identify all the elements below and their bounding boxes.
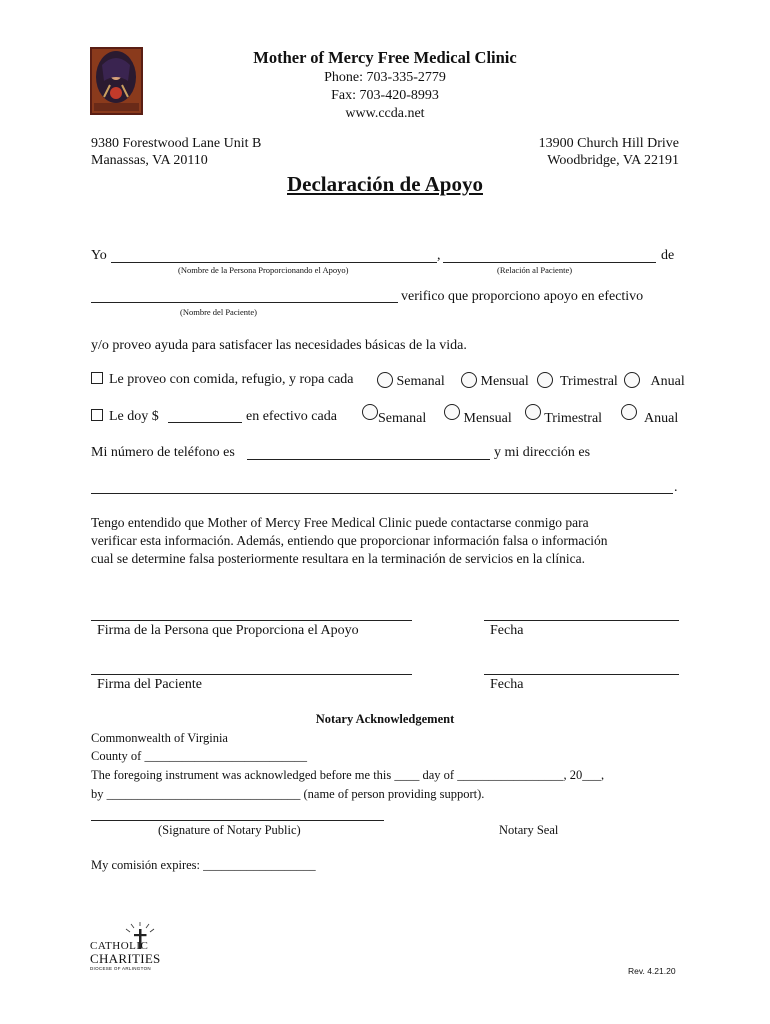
relation-caption: (Relación al Paciente) — [497, 265, 573, 275]
option-label: Semanal — [378, 411, 427, 426]
row1-option-trimestral[interactable] — [537, 372, 618, 390]
form-title: Declaración de Apoyo — [287, 172, 483, 196]
notary-foregoing: The foregoing instrument was acknowledged before me this ____ day of _________________, 20___, — [91, 768, 605, 782]
notary-by: by _______________________________ (name of person providing support). — [91, 787, 485, 801]
cash-row — [91, 409, 159, 425]
supporter-signature-line[interactable] — [91, 620, 412, 621]
option-label: Anual — [644, 411, 679, 426]
option-label: Mensual — [480, 374, 529, 389]
food-shelter-checkbox[interactable] — [91, 372, 103, 384]
date1-line[interactable] — [484, 620, 679, 621]
catholic-charities-logo — [88, 922, 164, 974]
revision-label: Rev. 4.21.20 — [628, 966, 676, 976]
comma: , — [437, 248, 441, 263]
radio-icon[interactable] — [377, 372, 393, 388]
option-label: Trimestral — [544, 411, 603, 426]
patient-signature-label: Firma del Paciente — [97, 677, 202, 692]
logo-line1: CATHOLIC — [90, 940, 149, 952]
radio-icon[interactable] — [525, 404, 541, 420]
row1-option-anual[interactable] — [624, 372, 685, 390]
clinic-fax: Fax: 703-420-8993 — [331, 88, 439, 103]
notary-commonwealth: Commonwealth of Virginia — [91, 731, 228, 745]
patient-name-caption: (Nombre del Paciente) — [180, 307, 257, 317]
date2-label: Fecha — [490, 677, 524, 692]
row2-option-mensual[interactable] — [444, 404, 512, 426]
radio-icon[interactable] — [621, 404, 637, 420]
date1-label: Fecha — [490, 623, 524, 638]
clinic-website: www.ccda.net — [345, 106, 425, 121]
logo-line3: DIOCESE OF ARLINGTON — [90, 966, 151, 971]
cash-label: Le doy $ — [109, 409, 159, 424]
notary-county: County of __________________________ — [91, 749, 307, 763]
radio-icon[interactable] — [624, 372, 640, 388]
phone-label: Mi número de teléfono es — [91, 445, 235, 460]
yo-label: Yo — [91, 248, 107, 263]
understanding-line1: Tengo entendido que Mother of Mercy Free Medical Clinic puede contactarse conmigo para — [91, 515, 589, 530]
supporter-name-field[interactable] — [111, 262, 437, 263]
food-shelter-label: Le proveo con comida, refugio, y ropa cada — [109, 372, 354, 387]
supporter-name-caption: (Nombre de la Persona Proporcionando el Apoyo) — [178, 265, 349, 275]
understanding-line3: cual se determine falsa posteriormente resultara en la terminación de servicios en la clínica. — [91, 551, 586, 566]
cash-checkbox[interactable] — [91, 409, 103, 421]
address-field[interactable] — [91, 493, 673, 494]
notary-seal-label: Notary Seal — [499, 823, 559, 837]
row1-option-mensual[interactable] — [461, 372, 529, 390]
option-label: Semanal — [396, 374, 445, 389]
notary-signature-caption: (Signature of Notary Public) — [158, 823, 301, 837]
option-label: Anual — [650, 374, 685, 389]
food-shelter-row — [91, 372, 354, 388]
de-label: de — [661, 248, 675, 263]
radio-icon[interactable] — [444, 404, 460, 420]
row1-option-semanal[interactable] — [377, 372, 445, 390]
understanding-line2: verificar esta información. Además, entiendo que proporcionar información falsa o información — [91, 533, 608, 548]
notary-commission: My comisión expires: __________________ — [91, 858, 316, 872]
radio-icon[interactable] — [461, 372, 477, 388]
option-label: Mensual — [463, 411, 512, 426]
relation-field[interactable] — [443, 262, 656, 263]
clinic-phone: Phone: 703-335-2779 — [324, 70, 446, 85]
date2-line[interactable] — [484, 674, 679, 675]
clinic-name: Mother of Mercy Free Medical Clinic — [253, 48, 517, 67]
cash-label-after: en efectivo cada — [246, 409, 337, 424]
supporter-signature-label: Firma de la Persona que Proporciona el Apoyo — [97, 623, 359, 638]
verify-text: verifico que proporciono apoyo en efectivo — [401, 289, 644, 304]
logo-line2: CHARITIES — [90, 951, 161, 966]
notary-signature-line[interactable] — [91, 820, 384, 821]
option-label: Trimestral — [560, 374, 618, 389]
notary-heading: Notary Acknowledgement — [315, 712, 455, 726]
radio-icon[interactable] — [362, 404, 378, 420]
patient-name-field[interactable] — [91, 302, 398, 303]
address-label: y mi dirección es — [494, 445, 591, 460]
address-right-line2: Woodbridge, VA 22191 — [547, 153, 679, 168]
address-left-line2: Manassas, VA 20110 — [91, 153, 208, 168]
row2-option-semanal[interactable] — [362, 404, 427, 426]
radio-icon[interactable] — [537, 372, 553, 388]
basic-needs-text: y/o proveo ayuda para satisfacer las necesidades básicas de la vida. — [91, 338, 467, 353]
address-left-line1: 9380 Forestwood Lane Unit B — [91, 136, 262, 151]
address-period: . — [674, 480, 678, 495]
row2-option-trimestral[interactable] — [525, 404, 603, 426]
row2-option-anual[interactable] — [621, 404, 679, 426]
phone-field[interactable] — [247, 459, 490, 460]
patient-signature-line[interactable] — [91, 674, 412, 675]
cash-amount-field[interactable] — [168, 422, 242, 423]
address-right-line1: 13900 Church Hill Drive — [538, 136, 679, 151]
